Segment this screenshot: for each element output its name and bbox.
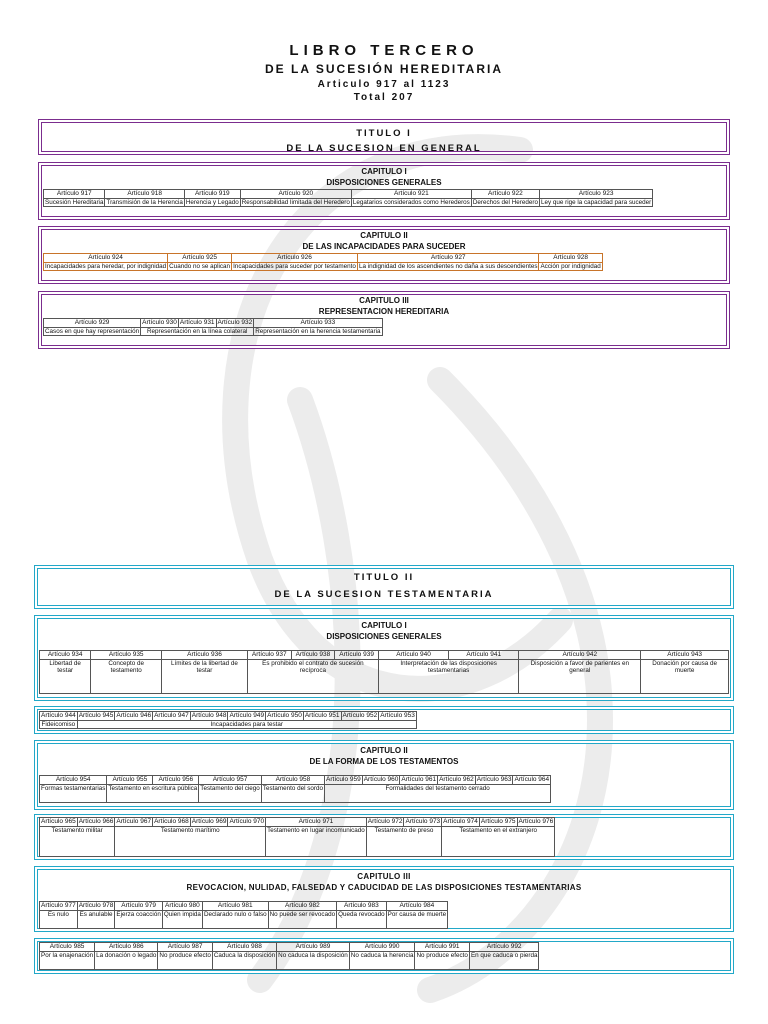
topic-cell: Testamento de preso — [366, 826, 441, 856]
article-cell: Artículo 949 — [229, 712, 265, 719]
topic-cell: Testamento en lugar incomunicado — [266, 826, 367, 856]
article-cell: Artículo 932 — [217, 319, 253, 326]
t2-capitulo-2 — [34, 740, 734, 810]
topic-cell: Testamento marítimo — [115, 826, 266, 856]
chapter-heading — [39, 227, 729, 252]
topic-cell: Herencia y Legado — [185, 198, 239, 206]
article-cell: Artículo 972 — [367, 818, 403, 825]
article-cell: Artículo 925 — [168, 254, 232, 263]
article-total: Total 207 — [353, 92, 415, 103]
topic-cell: Quien impida — [162, 910, 202, 928]
topic-cell: La donación o legado — [95, 951, 158, 969]
topic-cell: Límites de la libertad de testar — [162, 659, 248, 693]
article-cell: Artículo 974 — [443, 818, 478, 825]
chapter-heading — [35, 616, 733, 642]
t2-capitulo-2-cont — [34, 814, 734, 860]
article-cell: Artículo 935 — [91, 651, 162, 660]
article-cell: Artículo 926 — [232, 254, 358, 263]
article-cell: Artículo 966 — [78, 818, 114, 825]
article-cell: Artículo 918 — [105, 190, 184, 199]
article-cell: Artículo 989 — [277, 943, 350, 952]
topic-cell: Derechos del Heredero — [472, 198, 538, 206]
topic-cell: Incapacidades para heredar, por indignidad — [45, 262, 167, 270]
topic-cell: Por la enajenación — [40, 951, 95, 969]
article-cell: Artículo 973 — [405, 818, 441, 825]
topic-cell: No produce efecto — [415, 951, 469, 969]
topic-cell: Por causa de muerte — [386, 910, 447, 928]
book-subtitle: DE LA SUCESIÓN HEREDITARIA — [264, 62, 503, 76]
topic-cell: No caduca la herencia — [349, 951, 415, 969]
t2-capitulo-3-cont — [34, 938, 734, 974]
article-cell: Artículo 965 — [41, 818, 76, 825]
topic-cell: Ley que rige la capacidad para suceder — [540, 198, 652, 206]
article-cell: Artículo 992 — [469, 943, 539, 952]
topic-cell: Testamento en el extranjero — [442, 826, 555, 856]
topic-cell: No produce efecto — [158, 951, 212, 969]
article-cell: Artículo 931 — [179, 319, 215, 326]
article-cell: Artículo 990 — [349, 943, 415, 952]
article-cell: Artículo 991 — [415, 943, 469, 952]
article-cell: Artículo 970 — [229, 818, 265, 825]
article-cell: Artículo 941 — [449, 651, 519, 660]
chapter-name: DISPOSICIONES GENERALES — [326, 632, 442, 641]
article-cell: Artículo 964 — [514, 776, 550, 783]
t2-capitulo-1 — [34, 615, 734, 701]
document-header — [0, 42, 768, 103]
article-cell: Artículo 963 — [476, 776, 512, 783]
article-cell: Artículo 976 — [518, 818, 554, 825]
topic-cell: No caduca la disposición — [277, 951, 350, 969]
article-cell: Artículo 940 — [378, 651, 448, 660]
topic-cell: Representación en la línea colateral — [141, 327, 254, 336]
article-cell: Artículo 948 — [191, 712, 227, 719]
article-cell: Artículo 945 — [78, 712, 114, 719]
article-cell: Artículo 933 — [254, 319, 382, 328]
topic-cell: Es nulo — [40, 910, 78, 928]
t1-capitulo-1 — [38, 162, 730, 220]
titulo-2-box — [34, 565, 734, 609]
article-cell: Artículo 944 — [41, 712, 76, 719]
chapter-name: REPRESENTACION HEREDITARIA — [318, 307, 450, 316]
article-cell: Artículo 950 — [267, 712, 302, 719]
article-cell: Artículo 981 — [202, 902, 268, 911]
topic-cell: Donación por causa de muerte — [641, 659, 729, 693]
topic-cell: Testamento del ciego — [199, 784, 262, 802]
topic-cell: Disposición a favor de parientes en general — [519, 659, 641, 693]
article-cell: Artículo 975 — [480, 818, 516, 825]
article-table — [39, 650, 729, 694]
article-cell: Artículo 927 — [357, 254, 539, 263]
titulo-1-name: DE LA SUCESION EN GENERAL — [286, 143, 482, 154]
topic-cell: En que caduca o pierda — [469, 951, 539, 969]
article-cell: Artículo 938 — [291, 651, 335, 660]
chapter-number: CAPITULO II — [360, 231, 408, 240]
article-cell: Artículo 957 — [199, 776, 262, 785]
article-cell: Artículo 929 — [44, 319, 141, 328]
chapter-name: DE LAS INCAPACIDADES PARA SUCEDER — [302, 242, 466, 251]
article-cell: Artículo 958 — [261, 776, 324, 785]
topic-cell: Libertad de testar — [40, 659, 91, 693]
article-cell: Artículo 971 — [266, 818, 367, 827]
article-cell: Artículo 953 — [380, 712, 415, 719]
chapter-number: CAPITULO II — [360, 746, 408, 755]
article-range: Articulo 917 al 1123 — [317, 79, 451, 90]
chapter-name: DE LA FORMA DE LOS TESTAMENTOS — [309, 757, 459, 766]
article-table — [39, 711, 417, 729]
topic-cell: Sucesión Hereditaria — [45, 198, 104, 206]
article-cell: Artículo 956 — [153, 776, 199, 785]
topic-cell: Cuando no se aplican — [169, 262, 231, 270]
article-cell: Artículo 985 — [40, 943, 95, 952]
article-table — [39, 817, 555, 857]
t1-capitulo-2 — [38, 226, 730, 284]
article-cell: Artículo 961 — [401, 776, 437, 783]
article-cell: Artículo 954 — [40, 776, 107, 785]
article-cell: Artículo 959 — [326, 776, 361, 783]
topic-cell: Es prohibido el contrato de sucesión recíproca — [247, 659, 378, 693]
article-cell: Artículo 951 — [304, 712, 340, 719]
chapter-heading — [35, 867, 733, 893]
topic-cell: Incapacidades para testar — [77, 720, 416, 729]
topic-cell: Queda revocado — [337, 910, 387, 928]
article-cell: Artículo 943 — [641, 651, 729, 660]
topic-cell: Interpretación de las disposiciones testamentarias — [378, 659, 518, 693]
article-cell: Artículo 937 — [247, 651, 291, 660]
article-cell: Artículo 922 — [471, 190, 539, 199]
article-cell: Artículo 930 — [142, 319, 177, 326]
topic-cell: Testamento en escritura pública — [107, 784, 199, 802]
topic-cell: Ejerza coacción — [115, 910, 162, 928]
topic-cell: Responsabilidad limitada del Heredero — [241, 198, 350, 206]
t2-capitulo-1-cont — [34, 706, 734, 734]
article-cell: Artículo 980 — [162, 902, 202, 911]
article-cell: Artículo 928 — [539, 254, 602, 263]
titulo-1-label: TITULO I — [356, 128, 412, 139]
topic-cell: Representación en la herencia testamentaria — [255, 327, 381, 335]
article-cell: Artículo 955 — [107, 776, 153, 785]
article-table — [39, 942, 539, 970]
chapter-name: DISPOSICIONES GENERALES — [326, 178, 442, 187]
article-cell: Artículo 979 — [115, 902, 162, 911]
article-cell: Artículo 936 — [162, 651, 248, 660]
article-cell: Artículo 967 — [116, 818, 152, 825]
topic-cell: Declarado nulo o falso — [202, 910, 268, 928]
article-table — [43, 318, 383, 336]
topic-cell: Caduca la disposición — [212, 951, 276, 969]
topic-cell: Casos en que hay representación — [45, 327, 140, 335]
topic-cell: Formas testamentarias — [40, 784, 107, 802]
book-title: LIBRO TERCERO — [289, 42, 479, 59]
article-cell: Artículo 982 — [268, 902, 336, 911]
article-table — [39, 775, 551, 803]
titulo-2-name: DE LA SUCESION TESTAMENTARIA — [274, 589, 494, 600]
article-table — [39, 901, 448, 929]
article-cell: Artículo 969 — [191, 818, 227, 825]
topic-cell: Fideicomiso — [40, 720, 78, 729]
article-cell: Artículo 917 — [44, 190, 105, 199]
topic-cell: Testamento militar — [40, 826, 115, 856]
article-cell: Artículo 923 — [539, 190, 652, 199]
article-cell: Artículo 924 — [44, 254, 168, 263]
article-cell: Artículo 952 — [342, 712, 378, 719]
chapter-heading — [39, 292, 729, 317]
t1-capitulo-3 — [38, 291, 730, 349]
article-cell: Artículo 942 — [519, 651, 641, 660]
topic-cell: Formalidades del testamento cerrado — [325, 784, 551, 802]
chapter-number: CAPITULO I — [361, 621, 407, 630]
article-cell: Artículo 919 — [184, 190, 240, 199]
chapter-heading — [35, 741, 733, 767]
article-table — [43, 189, 653, 207]
article-cell: Artículo 987 — [158, 943, 212, 952]
article-cell: Artículo 920 — [240, 190, 351, 199]
article-cell: Artículo 983 — [337, 902, 387, 911]
topic-cell: Incapacidades para suceder por testamento — [233, 262, 356, 270]
article-cell: Artículo 962 — [439, 776, 474, 783]
topic-cell: Acción por indignidad — [540, 262, 601, 270]
article-cell: Artículo 939 — [335, 651, 379, 660]
article-cell: Artículo 946 — [116, 712, 152, 719]
article-cell: Artículo 977 — [41, 902, 76, 909]
article-cell: Artículo 960 — [363, 776, 399, 783]
article-cell: Artículo 986 — [95, 943, 158, 952]
article-cell: Artículo 947 — [154, 712, 189, 719]
chapter-name: REVOCACION, NULIDAD, FALSEDAD Y CADUCIDAD DE LAS DISPOSICIONES TESTAMENTARIAS — [186, 883, 582, 892]
chapter-heading — [39, 163, 729, 188]
topic-cell: Transmisión de la Herencia — [106, 198, 183, 206]
topic-cell: Testamento del sordo — [261, 784, 324, 802]
topic-cell: No puede ser revocado — [268, 910, 336, 928]
article-table — [43, 253, 603, 271]
titulo-2-label: TITULO II — [353, 572, 415, 583]
article-cell: Artículo 968 — [154, 818, 189, 825]
topic-cell: Es anulable — [77, 910, 115, 928]
titulo-1-box — [38, 119, 730, 155]
article-cell: Artículo 921 — [351, 190, 471, 199]
topic-cell: La indignidad de los ascendientes no daña a sus descendientes — [358, 262, 538, 270]
chapter-number: CAPITULO I — [361, 167, 407, 176]
topic-cell: Legatarios considerados como Herederos — [352, 198, 470, 206]
chapter-number: CAPITULO III — [359, 296, 409, 305]
chapter-number: CAPITULO III — [357, 872, 411, 881]
topic-cell: Concepto de testamento — [91, 659, 162, 693]
article-cell: Artículo 984 — [386, 902, 447, 911]
t2-capitulo-3 — [34, 866, 734, 932]
article-cell: Artículo 988 — [212, 943, 276, 952]
article-cell: Artículo 978 — [78, 902, 114, 909]
article-cell: Artículo 934 — [40, 651, 91, 660]
